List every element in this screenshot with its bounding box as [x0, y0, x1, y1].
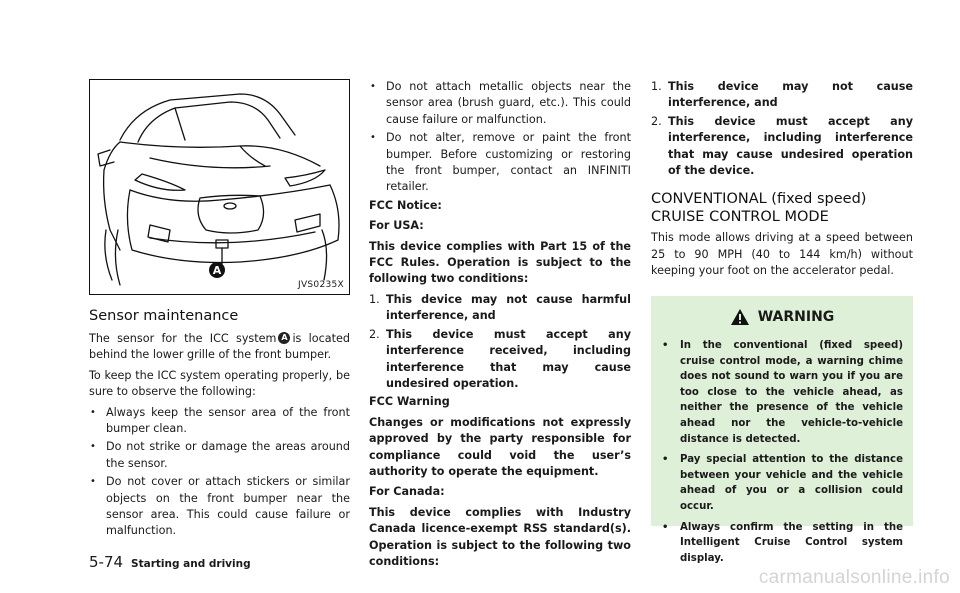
item-number: 2. — [651, 114, 662, 128]
warning-box — [651, 296, 913, 564]
heading-line: CRUISE CONTROL MODE — [651, 209, 829, 226]
list-item: • Do not cover or attach stickers or similar objects on the front bumper near the sensor area. This could cause failure or malfunction. — [89, 474, 350, 540]
fcc-notice: FCC Notice: — [369, 198, 442, 212]
callout-a: A — [212, 264, 222, 277]
list-item — [369, 327, 631, 393]
item-text: This device may not cause harmful interference, and — [386, 292, 631, 323]
sensor-intro-text: The sensor for the ICC system — [89, 332, 277, 345]
list-item: • Do not attach metallic objects near the sensor area (brush guard, etc.). This could cause failure or malfunction. — [369, 79, 631, 128]
warning-icon — [730, 308, 750, 326]
car-figure — [89, 79, 350, 295]
canada-conditions — [651, 79, 913, 179]
usa-conditions — [369, 292, 631, 392]
column-left — [89, 307, 350, 542]
item-text: This device may not cause interference, and — [668, 80, 913, 110]
column-right — [651, 79, 913, 284]
fcc-warning: FCC Warning — [369, 395, 450, 409]
usa-text: This device complies with Part 15 of the FCC Rules. Operation is subject to the following two conditions: — [369, 239, 631, 286]
canada-text: This device complies with Industry Canada licence-exempt RSS standard(s). Operation is subject to the following two conditions: — [369, 505, 631, 568]
item-number: 2. — [369, 327, 380, 341]
marker-a-icon: A — [278, 332, 290, 344]
item-number: 1. — [369, 292, 380, 306]
sensor-maintenance-heading: Sensor maintenance — [89, 308, 239, 324]
watermark[interactable]: carmanualsonline.info — [758, 567, 950, 588]
list-item — [651, 79, 913, 112]
warning-header — [661, 308, 903, 326]
list-item: • Pay special attention to the distance between your vehicle and the vehicle ahead of you or a collision could occur. — [661, 452, 903, 514]
page-number: 5-74 — [89, 553, 124, 571]
warning-title: WARNING — [757, 309, 835, 325]
for-usa: For USA: — [369, 219, 424, 233]
sensor-lead: To keep the ICC system operating properly, be sure to observe the following: — [89, 368, 350, 399]
warning-bullets — [661, 338, 903, 566]
item-text: This device must accept any interference received, including interference that may cause undesired operation. — [386, 327, 631, 390]
list-item: • In the conventional (fixed speed) cruise control mode, a warning chime does not sound to warn you if you are too close to the vehicle ahead, as neither the presence of the vehicle ahead nor the vehicle-to-vehicle distance is detected. — [661, 338, 903, 447]
list-item: • Always keep the sensor area of the front bumper clean. — [89, 405, 350, 438]
cruise-mode-text: This mode allows driving at a speed between 25 to 90 MPH (40 to 144 km/h) without keeping your foot on the accelerator pedal. — [651, 231, 913, 278]
car-illustration — [90, 80, 348, 293]
sensor-intro — [89, 331, 350, 364]
sensor-intro-text-end: is located behind the lower grille of the front bumper. — [89, 332, 350, 362]
fcc-warning-text: Changes or modifications not expressly approved by the party responsible for compliance could void the user’s authority to operate the equipment. — [369, 415, 631, 478]
list-item: • Do not alter, remove or paint the front bumper. Before customizing or restoring the front bumper, contact an INFINITI retailer. — [369, 130, 631, 196]
sensor-bullets — [89, 405, 350, 540]
list-item — [651, 114, 913, 180]
heading-line: CONVENTIONAL (fixed speed) — [651, 191, 867, 208]
page-footer — [89, 553, 251, 571]
list-item — [369, 292, 631, 325]
cruise-mode-heading — [651, 190, 913, 226]
list-item: • Do not strike or damage the areas around the sensor. — [89, 439, 350, 472]
col2-bullets — [369, 79, 631, 196]
for-canada: For Canada: — [369, 485, 445, 499]
column-middle — [369, 79, 631, 574]
section-name: Starting and driving — [131, 558, 251, 570]
figure-label: JVS0235X — [298, 280, 344, 290]
list-item: • Always confirm the setting in the Intelligent Cruise Control system display. — [661, 520, 903, 567]
item-number: 1. — [651, 80, 662, 93]
item-text: This device must accept any interference, including interference that may cause undesired operation of the device. — [668, 114, 913, 178]
